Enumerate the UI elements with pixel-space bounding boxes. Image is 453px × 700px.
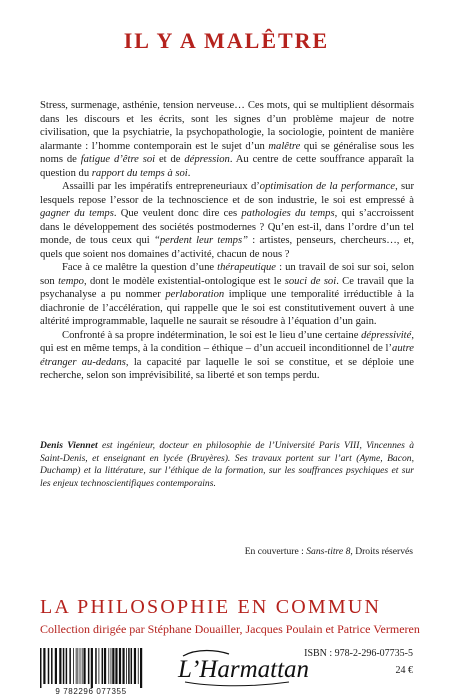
barcode-bar <box>66 648 68 684</box>
emphasis-text: souci de soi <box>284 275 337 287</box>
barcode-bar <box>69 648 71 684</box>
barcode-bar <box>104 648 106 684</box>
price: 24 € <box>395 665 413 676</box>
barcode-bar <box>140 648 142 688</box>
barcode-bar <box>126 648 127 684</box>
paragraph-text: qui se généralise sous les noms de <box>40 140 414 165</box>
paragraph-text: : un travail de soi sur soi, selon son <box>40 262 414 287</box>
emphasis-text: optimisation de la performance <box>259 181 396 192</box>
cover-credit-suffix: , Droits réservés <box>350 546 413 557</box>
paragraph-text: , sur lesquels repose l’essor de la technoscience et de son industrie, le soi est empressé à <box>40 181 414 206</box>
paragraph-text: . Ce travail que la psychanalyse a pu nommer <box>40 275 414 300</box>
barcode-bar <box>88 648 90 684</box>
barcode-bar <box>91 648 93 688</box>
barcode-bar <box>55 648 57 684</box>
emphasis-text: dépressivité <box>361 329 412 341</box>
barcode-bar <box>115 648 117 684</box>
barcode-bar <box>82 648 83 684</box>
emphasis-text: autre étranger au-dedans <box>40 343 414 368</box>
barcode-bar <box>95 648 97 684</box>
barcode-bar <box>73 648 74 684</box>
barcode-bar <box>128 648 130 684</box>
paragraph-text: . Au centre de cette souffrance apparaît la question du <box>40 154 415 179</box>
barcode-bar <box>122 648 124 684</box>
barcode-number: 9 782296 077355 <box>55 687 127 696</box>
paragraph-text: Stress, surmenage, asthénie, tension nerveuse… Ces mots, qui se multiplient désormais dans les discours et les écrits, sont les signes d’un problème majeur de notre civilisation, que la psychiatrie, la psychopathologie, la sociologie, pointent de manière alarmante : l’homme contemporain est le sujet d’un <box>40 100 414 152</box>
paragraph-text: Confronté à sa propre indétermination, le soi est le lieu d’une certaine <box>62 329 362 341</box>
barcode-bar <box>43 648 45 684</box>
series-directors: Collection dirigée par Stéphane Douailler, Jacques Poulain et Patrice Vermeren <box>40 622 420 636</box>
paragraph-text: , qui s’accroissent dans le développement des sociétés postmodernes ? Qu’en est-il, dans l’ordre d’un tel monde, de tous ceux qui <box>40 208 414 246</box>
blurb-paragraph <box>40 261 414 329</box>
emphasis-text: pathologies du temps <box>241 208 335 219</box>
paragraph-text: et de <box>155 154 185 165</box>
emphasis-text: rapport du temps à soi <box>91 167 188 179</box>
barcode-bar <box>102 648 104 684</box>
cover-credit-prefix: En couverture : <box>244 546 307 557</box>
publisher-name: L’Harmattan <box>178 656 310 683</box>
author-bio <box>40 440 414 490</box>
isbn: ISBN : 978-2-296-07735-5 <box>304 648 413 659</box>
emphasis-text: gagner du temps <box>40 208 114 219</box>
barcode-bar <box>112 648 114 684</box>
cover-credit-work: Sans-titre 8 <box>306 546 351 557</box>
barcode-bar <box>76 648 77 684</box>
page-title: IL Y A MALÊTRE <box>123 28 330 53</box>
barcode-bar <box>63 648 65 684</box>
barcode-bar <box>59 648 61 684</box>
author-name: Denis Viennet <box>40 440 98 451</box>
barcode-bar <box>80 648 81 684</box>
barcode-bar <box>51 648 53 684</box>
barcode-bar <box>134 648 136 684</box>
blurb-text <box>40 99 414 383</box>
paragraph-text: . <box>187 167 191 179</box>
barcode-bar <box>131 648 133 684</box>
barcode-bar <box>108 648 109 684</box>
barcode-bar <box>48 648 50 684</box>
paragraph-text: , dont le modèle existential-ontologique est le <box>83 275 285 287</box>
emphasis-text: thérapeutique <box>217 262 276 273</box>
emphasis-text: “perdent leur temps” <box>153 235 248 246</box>
blurb-paragraph <box>40 180 414 261</box>
paragraph-text: : artistes, penseurs, chercheurs…, et, quels que soient nos domaines d’activité, chacun de nous ? <box>40 235 414 260</box>
series-title: LA PHILOSOPHIE EN COMMUN <box>40 596 382 618</box>
paragraph-text: Face à ce malêtre la question d’une <box>62 262 218 273</box>
barcode-bar <box>99 648 100 684</box>
barcode-bar <box>83 648 85 684</box>
barcode-bar <box>77 648 78 684</box>
barcode-icon <box>36 648 146 692</box>
emphasis-text: fatigue d’être soi <box>80 154 156 165</box>
barcode-bar <box>40 648 42 688</box>
paragraph-text: Assailli par les impératifs entrepreneuriaux d’ <box>62 181 260 192</box>
emphasis-text: dépression <box>184 154 230 165</box>
emphasis-text: malêtre <box>268 140 301 152</box>
emphasis-text: perlaboration <box>165 289 225 300</box>
barcode-bar <box>111 648 112 684</box>
paragraph-text: . Que veulent donc dire ces <box>113 208 242 219</box>
cover-credit <box>245 546 413 557</box>
paragraph-text: implique une temporalité irréductible à la diachronie de l’accélération, qui rappelle que le soi est constitutivement ouvert à une altérité improgrammable, laquelle ne saurait se résoudre à l’équation d’un gain. <box>40 289 414 327</box>
blurb-paragraph <box>40 99 414 180</box>
blurb-paragraph <box>40 329 414 383</box>
barcode-bar <box>119 648 121 684</box>
paragraph-text: , la capacité par laquelle le soi se constitue, et se déploie une recherche, selon son imprévisibilité, sa liberté et son temps perdu. <box>40 356 414 381</box>
author-bio-text: est ingénieur, docteur en philosophie de l’Université Paris VIII, Vincennes à Saint-Denis, et enseignant en lycée (Bruyères). Ses travaux portent sur l’art (Ayme, Bacon, Duchamp) et la littérature, sur l’éthique de la formation, sur les souffrances psychiques et sur les enjeux technoscientifiques contemporains. <box>40 440 414 489</box>
emphasis-text: tempo <box>58 275 84 287</box>
paragraph-text: , qui est en même temps, à la condition – éthique – d’un accueil inconditionnel de l’ <box>40 329 414 354</box>
barcode-bar <box>138 648 139 684</box>
